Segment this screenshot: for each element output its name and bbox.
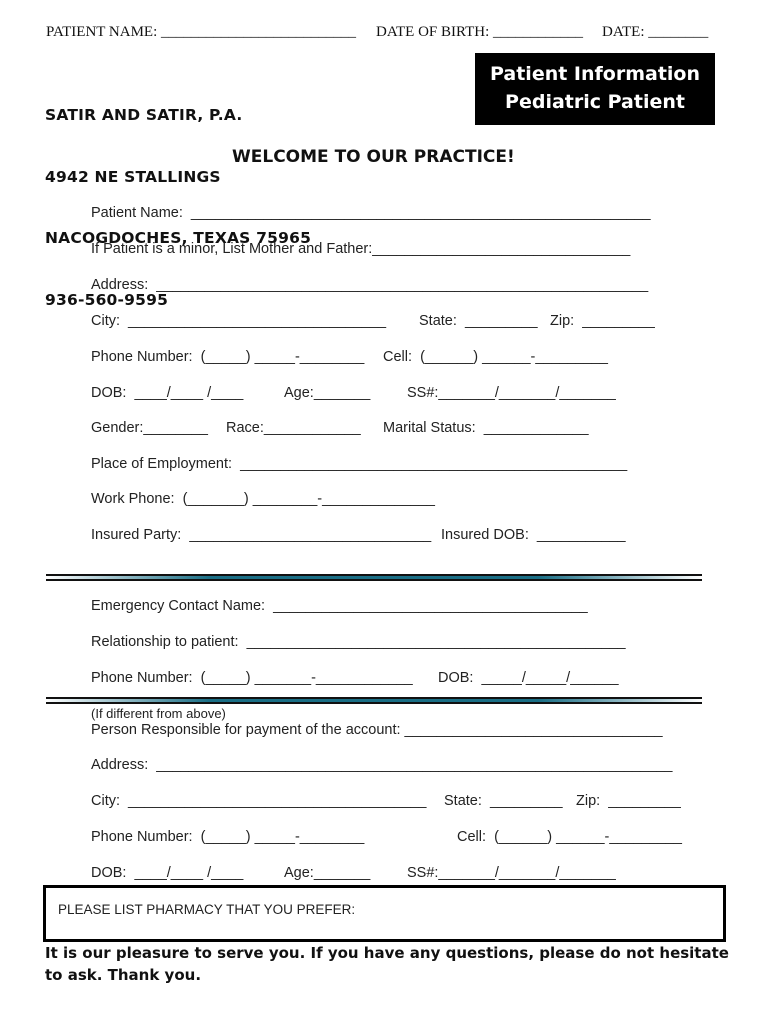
pharmacy-label: PLEASE LIST PHARMACY THAT YOU PREFER: (58, 902, 356, 917)
patient-address-field[interactable]: Address: _____________________________________________________________ (91, 277, 649, 293)
patient-ssn-field[interactable]: SS#:_______/_______/_______ (407, 385, 616, 401)
pharmacy-box[interactable] (43, 885, 726, 942)
emergency-phone-field[interactable]: Phone Number: (_____) _______-____________ (91, 670, 413, 686)
responsible-zip-field[interactable]: Zip: _________ (576, 793, 681, 809)
form-title-line1: Patient Information (489, 63, 701, 85)
top-date-field[interactable]: DATE: ________ (602, 24, 709, 40)
patient-cell-field[interactable]: Cell: (______) ______-_________ (383, 349, 608, 365)
patient-marital-status-field[interactable]: Marital Status: _____________ (383, 420, 589, 436)
patient-state-field[interactable]: State: _________ (419, 313, 538, 329)
patient-city-field[interactable]: City: ________________________________ (91, 313, 387, 329)
patient-gender-field[interactable]: Gender:________ (91, 420, 208, 436)
top-date-of-birth-field[interactable]: DATE OF BIRTH: ____________ (376, 24, 584, 40)
insured-party-field[interactable]: Insured Party: ______________________________ (91, 527, 432, 543)
patient-race-field[interactable]: Race:____________ (226, 420, 361, 436)
responsible-city-field[interactable]: City: _____________________________________ (91, 793, 427, 809)
form-title-line2: Pediatric Patient (505, 91, 685, 113)
emergency-contact-name-field[interactable]: Emergency Contact Name: _______________________________________ (91, 598, 588, 614)
patient-age-field[interactable]: Age:_______ (284, 385, 371, 401)
patient-zip-field[interactable]: Zip: _________ (550, 313, 655, 329)
practice-city-state-zip: NACOGDOCHES, TEXAS 75965 (45, 229, 312, 247)
welcome-heading: WELCOME TO OUR PRACTICE! (232, 147, 515, 167)
form-title-box (475, 53, 715, 125)
responsible-dob-field[interactable]: DOB: ____/____ /____ (91, 865, 244, 881)
patient-phone-field[interactable]: Phone Number: (_____) _____-________ (91, 349, 365, 365)
responsible-state-field[interactable]: State: _________ (444, 793, 563, 809)
responsible-person-field[interactable]: Person Responsible for payment of the account: ________________________________ (91, 722, 663, 738)
patient-name-field[interactable]: Patient Name: _________________________________________________________ (91, 205, 651, 221)
responsible-cell-field[interactable]: Cell: (______) ______-_________ (457, 829, 682, 845)
responsible-ssn-field[interactable]: SS#:_______/_______/_______ (407, 865, 616, 881)
footer-message: It is our pleasure to serve you. If you have any questions, please do not hesitate to ask. Thank you. (45, 944, 729, 984)
responsible-age-field[interactable]: Age:_______ (284, 865, 371, 881)
emergency-relationship-field[interactable]: Relationship to patient: _______________________________________________ (91, 634, 626, 650)
practice-street: 4942 NE STALLINGS (45, 167, 221, 186)
responsible-address-field[interactable]: Address: ________________________________________________________________ (91, 757, 673, 773)
section-divider (46, 574, 702, 581)
patient-dob-field[interactable]: DOB: ____/____ /____ (91, 385, 244, 401)
top-patient-name-field[interactable]: PATIENT NAME: __________________________ (46, 24, 357, 40)
minor-parents-field[interactable]: If Patient is a minor, List Mother and Father:________________________________ (91, 241, 631, 257)
practice-phone: 936-560-9595 (45, 290, 169, 309)
responsible-phone-field[interactable]: Phone Number: (_____) _____-________ (91, 829, 365, 845)
employment-field[interactable]: Place of Employment: ________________________________________________ (91, 456, 628, 472)
insured-dob-field[interactable]: Insured DOB: ___________ (441, 527, 626, 543)
work-phone-field[interactable]: Work Phone: (_______) ________-______________ (91, 491, 435, 507)
practice-name: SATIR AND SATIR, P.A. (45, 106, 243, 124)
section-divider (46, 697, 702, 704)
emergency-dob-field[interactable]: DOB: _____/_____/______ (438, 670, 619, 686)
responsible-note: (If different from above) (91, 706, 226, 721)
